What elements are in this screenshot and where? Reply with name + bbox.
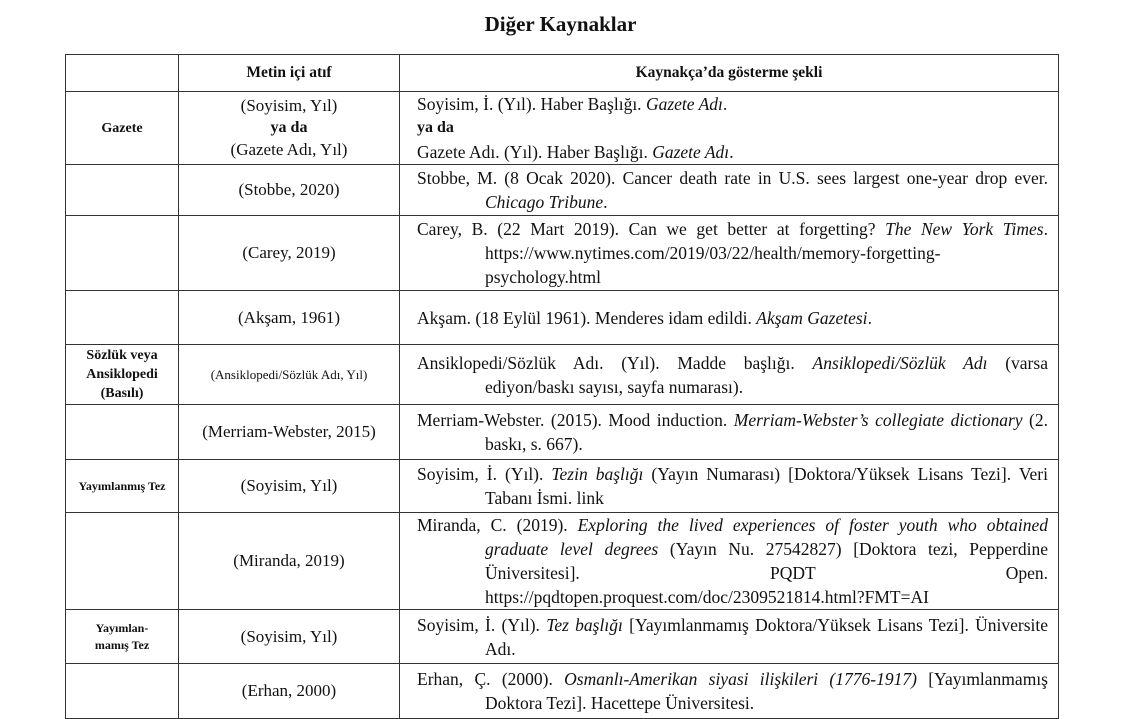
table-row: [66, 165, 1059, 216]
in-text-cell: (Ansiklopedi/Sözlük Adı, Yıl): [179, 345, 400, 405]
reference-table: [65, 54, 1059, 719]
reference-cell: Soyisim, İ. (Yıl). Tezin başlığı (Yayın Numarası) [Doktora/Yüksek Lisans Tezi]. Veri Tabanı İsmi. link: [400, 460, 1059, 513]
in-text-cell: (Soyisim, Yıl): [179, 460, 400, 513]
category-cell: Yayımlanmış Tez: [66, 460, 179, 513]
category-cell: Yayımlan-mamış Tez: [66, 610, 179, 664]
category-cell: Sözlük veya Ansiklopedi (Basılı): [66, 345, 179, 405]
reference-cell: Miranda, C. (2019). Exploring the lived experiences of foster youth who obtained graduate level degrees (Yayın Nu. 27542827) [Doktora tezi, Pepperdine Üniversitesi]. PQDT Open. https://pqdtopen.proquest.com/doc/2309521814.html?FMT=AI: [400, 513, 1059, 610]
header-reference-format: Kaynakça’da gösterme şekli: [400, 55, 1059, 92]
in-text-cell: (Merriam-Webster, 2015): [179, 405, 400, 460]
table-row-sozluk: [66, 345, 1059, 405]
in-text-cell: (Soyisim, Yıl): [179, 610, 400, 664]
reference-line: Soyisim, İ. (Yıl). Haber Başlığı. Gazete Adı.: [417, 94, 728, 114]
table-row: [66, 664, 1059, 719]
reference-cell: [400, 92, 1059, 165]
in-text-cell: [179, 92, 400, 165]
category-cell: [66, 165, 179, 216]
category-cell: [66, 291, 179, 345]
table-row-yayimlanmis-tez: [66, 460, 1059, 513]
in-text-cell: (Miranda, 2019): [179, 513, 400, 610]
reference-alt-label: ya da: [417, 119, 454, 136]
in-text-cell: (Carey, 2019): [179, 216, 400, 291]
reference-cell: Akşam. (18 Eylül 1961). Menderes idam edildi. Akşam Gazetesi.: [400, 291, 1059, 345]
category-cell: [66, 216, 179, 291]
table-row: [66, 291, 1059, 345]
in-text-line: (Soyisim, Yıl): [240, 96, 338, 115]
in-text-cell: (Akşam, 1961): [179, 291, 400, 345]
in-text-cell: (Erhan, 2000): [179, 664, 400, 719]
reference-cell: Merriam-Webster. (2015). Mood induction. Merriam-Webster’s collegiate dictionary (2. baskı, s. 667).: [400, 405, 1059, 460]
in-text-cell: (Stobbe, 2020): [179, 165, 400, 216]
in-text-line: (Gazete Adı, Yıl): [230, 140, 348, 159]
table-row-gazete: [66, 92, 1059, 165]
reference-line: Gazete Adı. (Yıl). Haber Başlığı. Gazete Adı.: [417, 142, 734, 162]
header-category: [66, 55, 179, 92]
category-cell: [66, 405, 179, 460]
reference-cell: Ansiklopedi/Sözlük Adı. (Yıl). Madde başlığı. Ansiklopedi/Sözlük Adı (varsa ediyon/baskı sayısı, sayfa numarası).: [400, 345, 1059, 405]
table-row-yayimlanmamis-tez: [66, 610, 1059, 664]
reference-cell: Erhan, Ç. (2000). Osmanlı-Amerikan siyasi ilişkileri (1776-1917) [Yayımlanmamış Doktora Tezi]. Hacettepe Üniversitesi.: [400, 664, 1059, 719]
category-cell: [66, 664, 179, 719]
header-in-text-citation: Metin içi atıf: [179, 55, 400, 92]
reference-cell: Stobbe, M. (8 Ocak 2020). Cancer death rate in U.S. sees largest one-year drop ever. Chicago Tribune.: [400, 165, 1059, 216]
in-text-line: ya da: [270, 119, 308, 136]
table-row: [66, 216, 1059, 291]
page-title: Diğer Kaynaklar: [484, 12, 637, 36]
reference-cell: Soyisim, İ. (Yıl). Tez başlığı [Yayımlanmamış Doktora/Yüksek Lisans Tezi]. Üniversite Adı.: [400, 610, 1059, 664]
category-cell: Gazete: [66, 92, 179, 165]
table-row: [66, 405, 1059, 460]
reference-cell: Carey, B. (22 Mart 2019). Can we get better at forgetting? The New York Times. https://www.nytimes.com/2019/03/22/health/memory-forgetting-psychology.html: [400, 216, 1059, 291]
table-header-row: [66, 55, 1059, 92]
category-cell: [66, 513, 179, 610]
table-row: [66, 513, 1059, 610]
